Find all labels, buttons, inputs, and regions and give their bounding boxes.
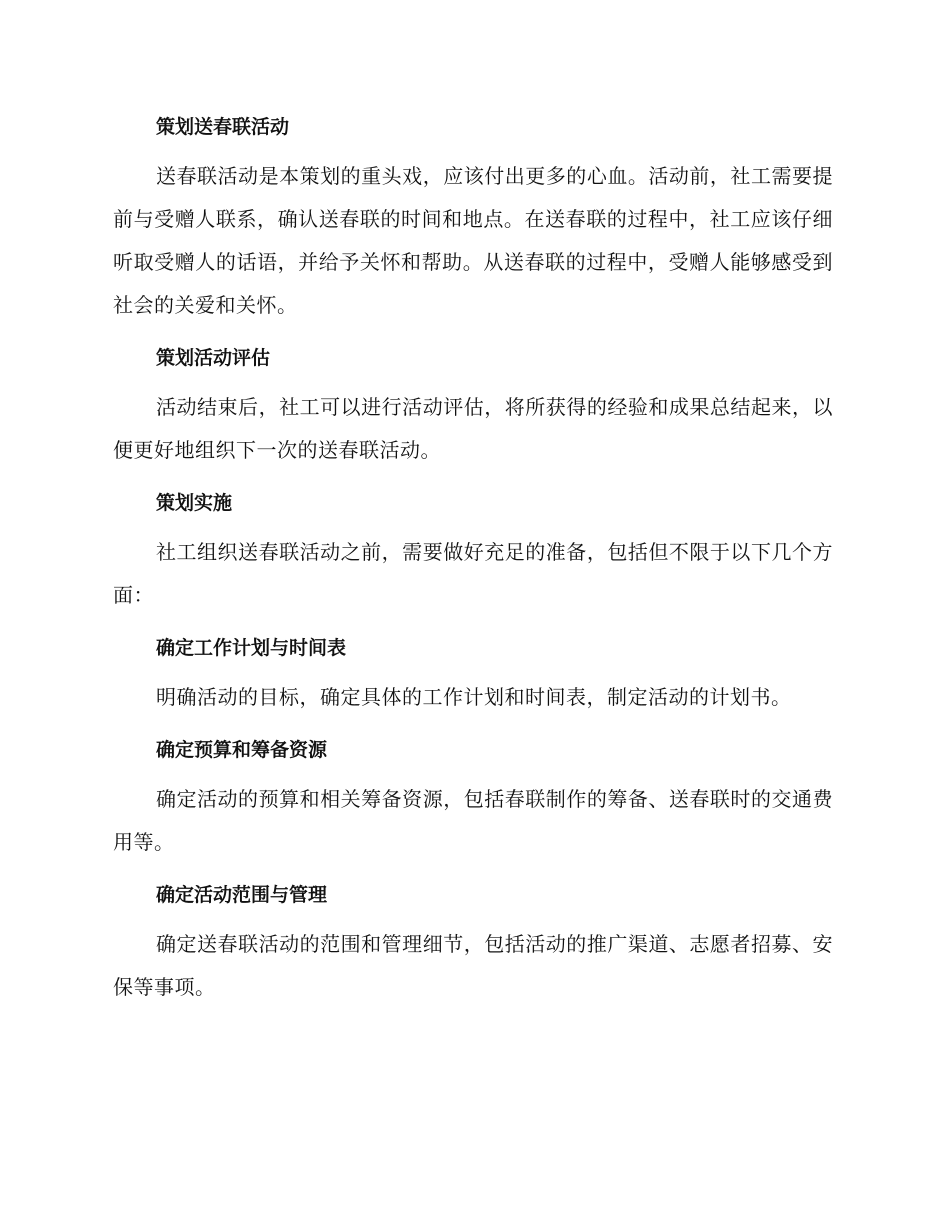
section-activity-evaluation [113, 337, 833, 472]
section-paragraph: 确定送春联活动的范围和管理细节，包括活动的推广渠道、志愿者招募、安保等事项。 [113, 932, 833, 999]
section-implementation [113, 482, 833, 617]
section-heading: 策划送春联活动 [156, 116, 290, 138]
section-work-plan-schedule [113, 627, 833, 719]
section-paragraph: 社工组织送春联活动之前，需要做好充足的准备，包括但不限于以下几个方面： [113, 540, 833, 607]
section-paragraph: 明确活动的目标，确定具体的工作计划和时间表，制定活动的计划书。 [156, 685, 792, 709]
section-plan-couplet-activity [113, 106, 833, 327]
section-scope-management [113, 874, 833, 1009]
document-page [113, 106, 833, 1019]
section-heading: 策划实施 [156, 492, 233, 514]
section-heading: 确定预算和筹备资源 [156, 739, 328, 761]
section-paragraph: 确定活动的预算和相关筹备资源，包括春联制作的筹备、送春联时的交通费用等。 [113, 787, 833, 854]
section-paragraph: 活动结束后，社工可以进行活动评估，将所获得的经验和成果总结起来，以便更好地组织下一次的送春联活动。 [113, 395, 833, 462]
section-heading: 确定活动范围与管理 [156, 884, 328, 906]
section-heading: 策划活动评估 [156, 347, 271, 369]
section-heading: 确定工作计划与时间表 [156, 637, 347, 659]
section-paragraph: 送春联活动是本策划的重头戏，应该付出更多的心血。活动前，社工需要提前与受赠人联系，确认送春联的时间和地点。在送春联的过程中，社工应该仔细听取受赠人的话语，并给予关怀和帮助。从送春联的过程中，受赠人能够感受到社会的关爱和关怀。 [113, 164, 833, 317]
section-budget-resources [113, 729, 833, 864]
